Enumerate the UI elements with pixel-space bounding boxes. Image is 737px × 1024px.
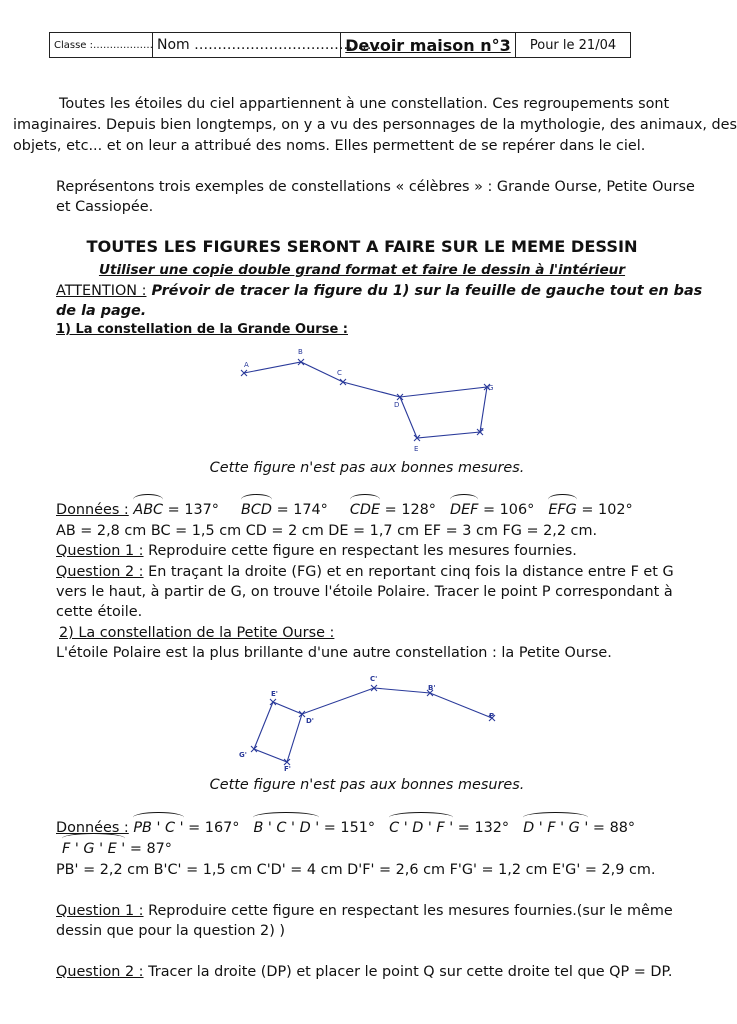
angle-dfg-prime: D ' F ' G ' [523,818,588,839]
angle-def: DEF [450,500,478,521]
section2-donnees-label: Données : [56,820,129,836]
attention-line-1 [56,281,702,302]
point-label-f: F [480,427,485,435]
point-label-p: P [489,712,495,720]
attention-label: ATTENTION : [56,283,147,299]
section1-donnees-label: Données : [56,502,129,518]
intro-line-5: et Cassiopée. [56,199,154,215]
point-label-e: E [414,445,419,453]
intro-line-2: imaginaires. Depuis bien longtemps, on y a vu des personnages de la mythologie, des animaux, des [13,117,737,133]
angle-bcd-prime: B ' C ' D ' [253,818,319,839]
section2-q2-text: Tracer la droite (DP) et placer le point Q sur cette droite tel que QP = DP. [143,964,673,980]
header-date: Pour le 21/04 [529,37,617,53]
section1-question-1 [56,541,577,562]
subtitle: Utiliser une copie double grand format et faire le dessin à l'intérieur [98,262,626,278]
attention-text-1: Prévoir de tracer la figure du 1) sur la feuille de gauche tout en bas [146,283,703,299]
section2-caption: Cette figure n'est pas aux bonnes mesures. [209,777,525,793]
angle-bcd: BCD [241,500,272,521]
angle-bcd-prime-value: = 151° [319,820,376,836]
section2-q1-label: Question 1 : [56,903,144,919]
point-label-g-prime: G' [239,751,247,759]
point-label-f-prime: F' [284,765,291,773]
intro-line-3: objets, etc... et on leur a attribué des noms. Elles permettent de se repérer dans le ciel. [13,138,646,154]
section1-q2-text-2: vers le haut, à partir de G, on trouve l'étoile Polaire. Tracer le point P correspondant à [56,584,673,600]
angle-cdf-prime-value: = 132° [453,820,510,836]
angle-pbc-value: = 167° [183,820,240,836]
main-title: TOUTES LES FIGURES SERONT A FAIRE SUR LE MEME DESSIN [86,237,638,256]
intro-line-4: Représentons trois exemples de constellations « célèbres » : Grande Ourse, Petite Ourse [56,179,695,195]
attention-line-2: de la page. [56,303,147,319]
section1-q2-label: Question 2 : [56,564,144,580]
angle-def-value: = 106° [478,502,535,518]
point-label-e-prime: E' [271,690,278,698]
section2-question-1 [56,901,673,922]
angle-efg-value: = 102° [576,502,633,518]
point-label-b-prime: B' [428,684,436,692]
header-classe: Classe :……………… [50,33,153,57]
section1-caption: Cette figure n'est pas aux bonnes mesures. [209,460,525,476]
section1-q1-label: Question 1 : [56,543,144,559]
point-label-g: G [488,384,494,392]
angle-abc-value: = 137° [163,502,219,518]
angle-dfg-prime-value: = 88° [588,820,636,836]
point-label-d-prime: D' [306,717,314,725]
figure-petite-ourse [230,670,510,775]
header-title: Devoir maison n°3 [341,33,516,57]
point-label-a: A [244,361,249,369]
section1-q2-text-3: cette étoile. [56,604,143,620]
point-label-c: C [337,369,342,377]
point-label-c-prime: C' [370,675,378,683]
section1-question-2 [56,562,674,583]
angle-efg: EFG [548,500,577,521]
angle-cdf-prime: C ' D ' F ' [389,818,453,839]
section2-intro: L'étoile Polaire est la plus brillante d'une autre constellation : la Petite Ourse. [56,645,612,661]
section2-heading: 2) La constellation de la Petite Ourse : [59,625,335,641]
section1-q1-text: Reproduire cette figure en respectant les mesures fournies. [143,543,577,559]
intro-line-1: Toutes les étoiles du ciel appartiennent à une constellation. Ces regroupements sont [59,96,670,112]
point-label-d: D [394,401,400,409]
figure-grande-ourse [230,345,500,455]
angle-pbc: PB ' C ' [133,818,183,839]
section1-q2-text-1: En traçant la droite (FG) et en reportant cinq fois la distance entre F et G [143,564,674,580]
section2-donnees-line-2 [62,839,172,860]
section2-lengths: PB' = 2,2 cm B'C' = 1,5 cm C'D' = 4 cm D'F' = 2,6 cm F'G' = 1,2 cm E'G' = 2,9 cm. [56,862,656,878]
section2-q2-label: Question 2 : [56,964,144,980]
angle-cde-value: = 128° [380,502,436,518]
angle-abc: ABC [133,500,163,521]
section1-lengths: AB = 2,8 cm BC = 1,5 cm CD = 2 cm DE = 1,7 cm EF = 3 cm FG = 2,2 cm. [56,523,598,539]
angle-cde: CDE [350,500,380,521]
section1-donnees [56,500,633,521]
section2-q1-text-2: dessin que pour la question 2) ) [56,923,286,939]
section2-q1-text-1: Reproduire cette figure en respectant les mesures fournies.(sur le même [143,903,673,919]
angle-bcd-value: = 174° [272,502,328,518]
angle-fge-prime-value: = 87° [125,841,172,857]
section1-heading: 1) La constellation de la Grande Ourse : [56,322,348,337]
section2-donnees [56,818,635,839]
header-table [49,32,631,58]
section2-question-2 [56,962,672,983]
angle-fge-prime: F ' G ' E ' [62,839,125,860]
point-label-b: B [298,348,303,356]
header-nom: Nom …………………………………. [153,33,341,57]
